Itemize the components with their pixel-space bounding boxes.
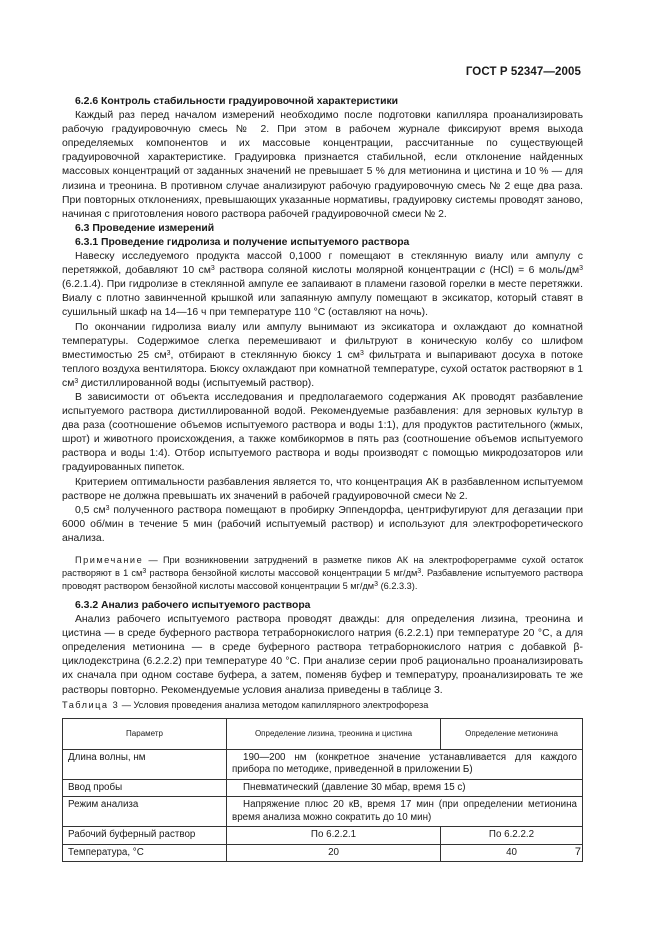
section-6-2-6-title: 6.2.6 Контроль стабильности градуировочной характеристики	[75, 96, 399, 107]
row-parameter: Длина волны, нм	[63, 749, 227, 779]
document-body	[62, 95, 583, 862]
row-parameter: Температура, °С	[63, 844, 227, 862]
row-value-methionine: 40	[441, 844, 583, 862]
section-6-3-1-paragraph-2: По окончании гидролиза виалу или ампулу вынимают из эксикатора и охлаждают до комнатной температуры. Содержимое слегка перемешивают и фильтруют в коническую колбу со шлифом вместимостью 25 $см^3$, отбирают в стеклянную бюксу 1 $см^3$ фильтрата и выпаривают досуха в потоке теплого воздуха вентилятора. Бюксу охлаждают при комнатной температуре, сухой остаток растворяют в 1 $см^3$ дистиллированной воды (испытуемый раствор).	[62, 321, 583, 389]
row-value-lysine: 20	[227, 844, 441, 862]
table-row	[63, 827, 583, 845]
section-6-3-2-title: 6.3.2 Анализ рабочего испытуемого раствора	[75, 600, 311, 611]
row-parameter: Ввод пробы	[63, 779, 227, 797]
table-row	[63, 749, 583, 779]
table-row	[63, 797, 583, 827]
section-6-2-6-text: Каждый раз перед началом измерений необходимо после подготовки капилляра проанализировать рабочую градуировочную смесь № 2. При этом в рабочем журнале фиксируют время выхода определяемых компонентов и их массовые концентрации, рассчитанные по существующей градуировочной характеристике. Градуировка признается стабильной, если отклонение найденных массовых концентраций от заданных значений не превышает 5 % для метионина и цистина и 10 % — для лизина и треонина. В противном случае анализируют рабочую градуировочную смесь № 2 еще два раза. При повторных отклонениях, превышающих указанные нормативы, градуировку системы проводят заново, начиная с приготовления нового раствора рабочей градуировочной смеси № 2.	[62, 110, 583, 220]
row-value-lysine: По 6.2.2.1	[227, 827, 441, 845]
section-6-3-title: 6.3 Проведение измерений	[75, 222, 215, 234]
section-6-3-1-paragraph-4: Критерием оптимальности разбавления является то, что концентрация АК в разбавленном испытуемом растворе не должна превышать их значений в рабочей градуировочной смеси № 2.	[62, 476, 583, 502]
row-parameter: Режим анализа	[63, 797, 227, 827]
header-lysine-threonine-cystine: Определение лизина, треонина и цистина	[227, 718, 441, 749]
table-3	[62, 718, 583, 863]
table-row	[63, 779, 583, 797]
note-label: Примечание	[75, 555, 144, 565]
section-6-3-1-paragraph-1: Навеску исследуемого продукта массой 0,1000 г помещают в стеклянную виалу или ампулу с перетяжкой, добавляют 10 $см^3$ раствора соляной кислоты молярной концентрации c (HCl) = 6 моль/$дм^3$ (6.2.1.4). При гидролизе в стеклянной ампуле ее запаивают в пламени газовой горелки в месте перетяжки. Виалу с плотно завинченной крышкой или запаянную ампулу помещают в эксикатор, который ставят в сушильный шкаф на 14—16 ч при температуре 110 °С (оставляют на ночь).	[62, 251, 584, 319]
header-methionine: Определение метионина	[441, 718, 583, 749]
section-6-3-1-paragraph-3: В зависимости от объекта исследования и предполагаемого содержания АК проводят разбавление испытуемого раствора дистиллированной водой. Рекомендуемые разбавления: для зерновых культур в два раза (соотношение объемов испытуемого раствора и воды 1:1), для продуктов растительного (жмых, шрот) и животного происхождения, а также комбикормов в пять раз (соотношение объемов испытуемого раствора и воды 1:4). Отбор испытуемого раствора и воды производят с помощью микродозаторов или градуированных пипеток.	[62, 391, 583, 474]
table-row	[63, 844, 583, 862]
section-6-3-2-text: Анализ рабочего испытуемого раствора проводят дважды: для определения лизина, треонина и цистина — в среде буферного раствора тетраборнокислого натрия (6.2.2.1) при температуре 20 °С, а для определения метионина — в среде буферного раствора тетраборнокислого натрия с добавкой β-циклодекстрина (6.2.2.2) при температуре 40 °С. При анализе серии проб рационально проанализировать их сначала при одном составе буфера, а затем, поменяв буфер и температуру, проанализировать те же растворы повторно. Рекомендуемые условия анализа приведены в таблице 3.	[62, 614, 583, 696]
header-parameter: Параметр	[63, 718, 227, 749]
row-value-merged: 190—200 нм (конкретное значение устанавливается для каждого прибора по методике, приведенной в приложении Б)	[227, 749, 583, 779]
table-header-row	[63, 718, 583, 749]
standard-designation: ГОСТ Р 52347—2005	[465, 66, 581, 78]
section-6-3-1-paragraph-5: 0,5 $см^3$ полученного раствора помещают в пробирку Эппендорфа, центрифугируют для дегазации при 6000 об/мин в течение 5 мин (рабочий испытуемый раствор) и используют для электрофоретического анализа.	[62, 504, 584, 544]
page-number: 7	[574, 846, 581, 858]
row-value-merged: Пневматический (давление 30 мбар, время 15 с)	[227, 779, 583, 797]
note: Примечание — При возникновении затруднений в разметке пиков АК на электрофореграмме сухой остаток растворяют в 1 $см^3$ раствора бензойной кислоты массовой концентрации 5 $мг/дм^3$. Разбавление испытуемого раствора проводят раствором бензойной кислоты массовой концентрации 5 $мг/дм^3$ (6.2.3.3).	[62, 555, 583, 591]
row-parameter: Рабочий буферный раствор	[63, 827, 227, 845]
table-3-caption: Таблица 3 — Условия проведения анализа методом капиллярного электрофореза	[62, 699, 429, 710]
row-value-methionine: По 6.2.2.2	[441, 827, 583, 845]
section-6-3-1-title: 6.3.1 Проведение гидролиза и получение испытуемого раствора	[75, 236, 410, 248]
row-value-merged: Напряжение плюс 20 кВ, время 17 мин (при определении метионина время анализа можно сократить до 10 мин)	[227, 797, 583, 827]
